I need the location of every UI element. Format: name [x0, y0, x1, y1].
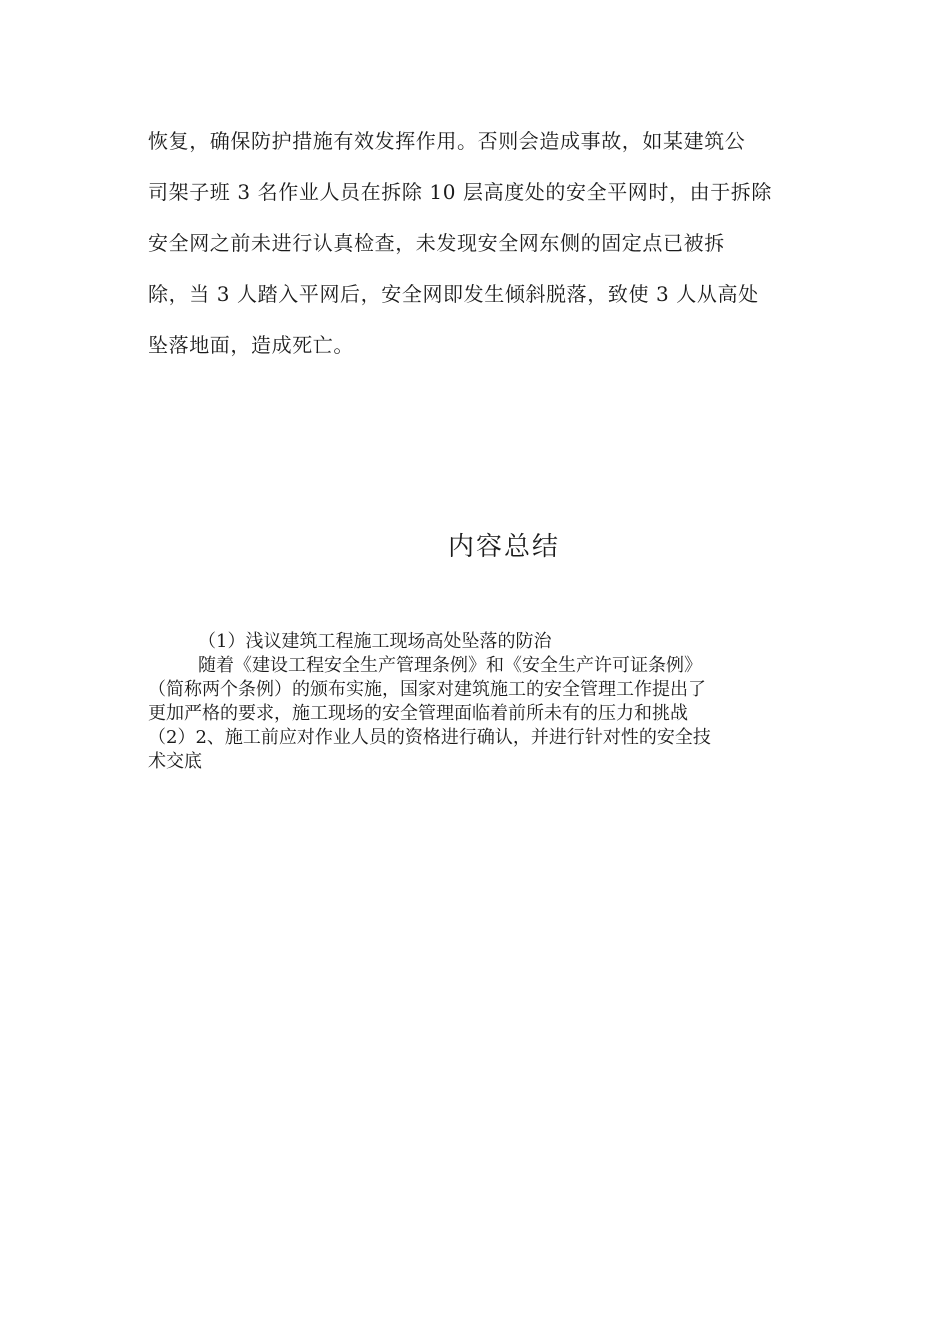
summary-body: [148, 630, 808, 774]
summary-line: 更加严格的要求，施工现场的安全管理面临着前所未有的压力和挑战: [148, 703, 688, 724]
summary-line: 术交底: [148, 751, 202, 772]
summary-line: （简称两个条例）的颁布实施，国家对建筑施工的安全管理工作提出了: [148, 679, 706, 700]
paragraph-line: 恢复，确保防护措施有效发挥作用。否则会造成事故，如某建筑公: [148, 129, 746, 153]
paragraph-line: 司架子班 3 名作业人员在拆除 10 层高度处的安全平网时，由于拆除: [148, 180, 773, 204]
summary-line: 随着《建设工程安全生产管理条例》和《安全生产许可证条例》: [198, 655, 702, 676]
paragraph-line: 坠落地面，造成死亡。: [148, 333, 354, 357]
summary-heading: 内容总结: [447, 532, 560, 562]
summary-line: （2）2、施工前应对作业人员的资格进行确认，并进行针对性的安全技: [148, 727, 711, 748]
paragraph-line: 除，当 3 人踏入平网后，安全网即发生倾斜脱落，致使 3 人从高处: [148, 282, 759, 306]
paragraph-line: 安全网之前未进行认真检查，未发现安全网东侧的固定点已被拆: [148, 231, 725, 255]
body-paragraph: [148, 116, 808, 371]
summary-line: （1）浅议建筑工程施工现场高处坠落的防治: [198, 631, 552, 652]
